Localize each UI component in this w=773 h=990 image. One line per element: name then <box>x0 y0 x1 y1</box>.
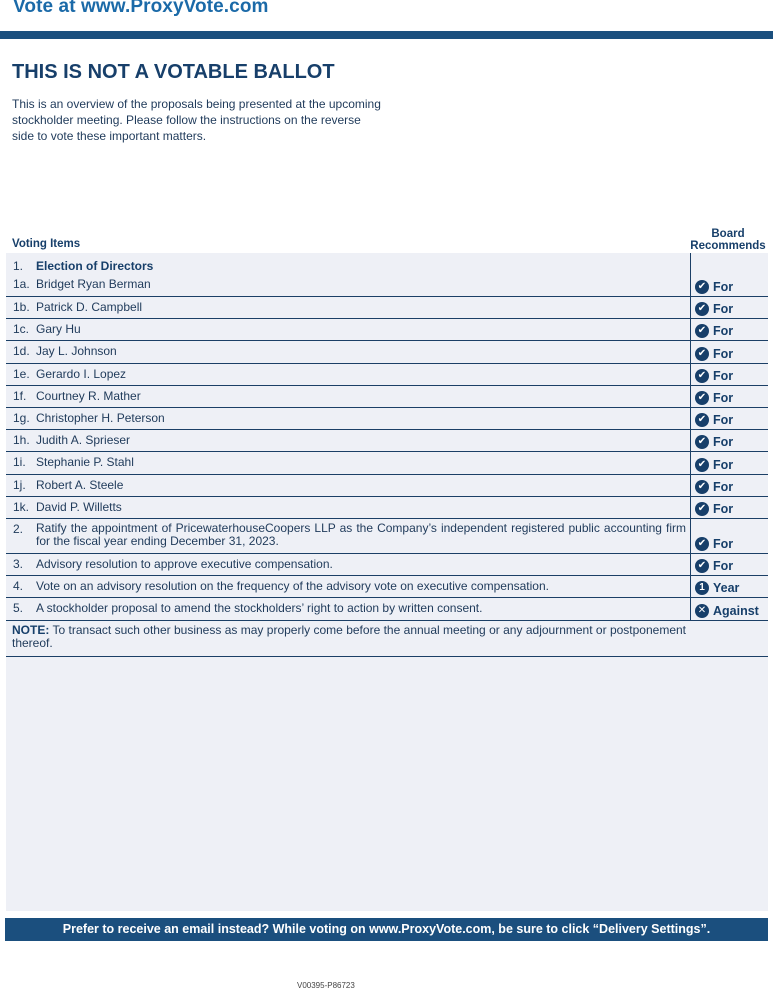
item-number: 5. <box>13 601 24 615</box>
item-text: Judith A. Sprieser <box>36 433 131 447</box>
recommendation-label: For <box>713 413 734 427</box>
check-circle-icon: ✔ <box>695 413 709 427</box>
recommendation-label: Year <box>713 581 740 595</box>
director-row <box>6 497 768 519</box>
recommendation-label: For <box>713 559 734 573</box>
board-recommends-header <box>686 228 770 252</box>
check-circle-icon: ✔ <box>695 369 709 383</box>
board-recommendation <box>695 537 733 551</box>
item-text: Courtney R. Mather <box>36 389 141 403</box>
director-row <box>6 475 768 497</box>
item-text: Vote on an advisory resolution on the frequency of the advisory vote on executive compensation. <box>36 579 549 593</box>
director-row <box>6 408 768 430</box>
item-text: Bridget Ryan Berman <box>36 277 151 291</box>
item-number: 1b. <box>13 300 30 314</box>
item-text: Jay L. Johnson <box>36 344 117 358</box>
board-recommendation <box>695 280 733 294</box>
board-header-line1: Board <box>711 228 745 240</box>
item-text: Gerardo I. Lopez <box>36 367 127 381</box>
item-number: 1i. <box>13 455 26 469</box>
check-circle-icon: ✔ <box>695 559 709 573</box>
board-recommendation <box>695 369 733 383</box>
director-row <box>6 297 768 319</box>
item-number: 1f. <box>13 389 27 403</box>
item-text: Stephanie P. Stahl <box>36 455 134 469</box>
note-label: NOTE: <box>12 623 50 637</box>
item-number: 4. <box>13 579 24 593</box>
x-circle-icon: ✕ <box>695 604 709 618</box>
recommendation-label: For <box>713 302 734 316</box>
director-row <box>6 319 768 341</box>
recommendation-label: For <box>713 391 734 405</box>
check-circle-icon: ✔ <box>695 480 709 494</box>
board-recommendation <box>695 458 733 472</box>
board-recommendation <box>695 435 733 449</box>
recommendation-label: For <box>713 502 734 516</box>
check-circle-icon: ✔ <box>695 280 709 294</box>
recommendation-label: For <box>713 347 734 361</box>
note-text <box>12 624 686 650</box>
check-circle-icon: ✔ <box>695 347 709 361</box>
intro-paragraph: This is an overview of the proposals being presented at the upcoming stockholder meeting. Please follow the instructions on the reverse side to vote these important matters. <box>12 97 381 143</box>
item-number: 1a. <box>13 277 30 291</box>
proposal-row <box>6 576 768 598</box>
one-circle-icon: 1 <box>695 581 709 595</box>
check-circle-icon: ✔ <box>695 324 709 338</box>
director-row <box>6 275 768 297</box>
item-number: 2. <box>13 522 24 536</box>
check-circle-icon: ✔ <box>695 502 709 516</box>
item-number: 1k. <box>13 500 30 514</box>
check-circle-icon: ✔ <box>695 458 709 472</box>
director-row <box>6 430 768 452</box>
board-recommendation <box>695 347 733 361</box>
recommendation-label: For <box>713 324 734 338</box>
board-recommendation <box>695 502 733 516</box>
board-header-line2: Recommends <box>690 240 766 252</box>
item-text: David P. Willetts <box>36 500 122 514</box>
board-recommendation <box>695 559 733 573</box>
voting-items-header: Voting Items <box>12 238 81 250</box>
recommendation-label: For <box>713 480 734 494</box>
proposal-row <box>6 519 768 554</box>
item-number: 1j. <box>13 478 26 492</box>
check-circle-icon: ✔ <box>695 435 709 449</box>
recommendation-label: Against <box>713 604 759 618</box>
board-recommendation <box>695 604 759 618</box>
proxyvote-header-title: Vote at www.ProxyVote.com <box>13 0 269 17</box>
email-delivery-banner: Prefer to receive an email instead? While voting on www.ProxyVote.com, be sure to click “Delivery Settings”. <box>5 918 768 941</box>
recommendation-label: For <box>713 369 734 383</box>
item-text: Robert A. Steele <box>36 478 124 492</box>
header-rule <box>0 31 773 39</box>
item-text: A stockholder proposal to amend the stockholders’ right to action by written consent. <box>36 601 483 615</box>
item-text: Christopher H. Peterson <box>36 411 165 425</box>
board-recommendation <box>695 302 733 316</box>
check-circle-icon: ✔ <box>695 302 709 316</box>
director-row <box>6 452 768 475</box>
item-number: 1c. <box>13 322 30 336</box>
board-recommendation <box>695 391 733 405</box>
recommendation-label: For <box>713 537 734 551</box>
item-text: Patrick D. Campbell <box>36 300 143 314</box>
document-code: V00395-P86723 <box>297 981 355 990</box>
check-circle-icon: ✔ <box>695 537 709 551</box>
board-recommendation <box>695 581 739 595</box>
proposal-row <box>6 598 768 621</box>
item-number: 3. <box>13 557 24 571</box>
item-text: Gary Hu <box>36 322 81 336</box>
item-number: 1d. <box>13 344 30 358</box>
board-recommendation <box>695 480 733 494</box>
director-row <box>6 341 768 364</box>
page-heading: THIS IS NOT A VOTABLE BALLOT <box>12 61 335 83</box>
note-rule <box>6 656 768 657</box>
board-recommendation <box>695 324 733 338</box>
check-circle-icon: ✔ <box>695 391 709 405</box>
recommendation-label: For <box>713 435 734 449</box>
item-number: 1h. <box>13 433 30 447</box>
proposal-row <box>6 554 768 576</box>
item-text: Advisory resolution to approve executive compensation. <box>36 557 333 571</box>
section-number: 1. <box>13 259 24 273</box>
item-number: 1g. <box>13 411 30 425</box>
note-body: To transact such other business as may properly come before the annual meeting or any adjournment or postponement thereof. <box>12 623 686 650</box>
item-text: Ratify the appointment of PricewaterhouseCoopers LLP as the Company’s independent registered public accounting firm for the fiscal year ending December 31, 2023. <box>36 521 686 548</box>
item-number: 1e. <box>13 367 30 381</box>
recommendation-label: For <box>713 280 734 294</box>
board-recommendation <box>695 413 733 427</box>
recommendation-label: For <box>713 458 734 472</box>
section-label: Election of Directors <box>36 259 154 273</box>
director-row <box>6 364 768 386</box>
director-row <box>6 386 768 408</box>
